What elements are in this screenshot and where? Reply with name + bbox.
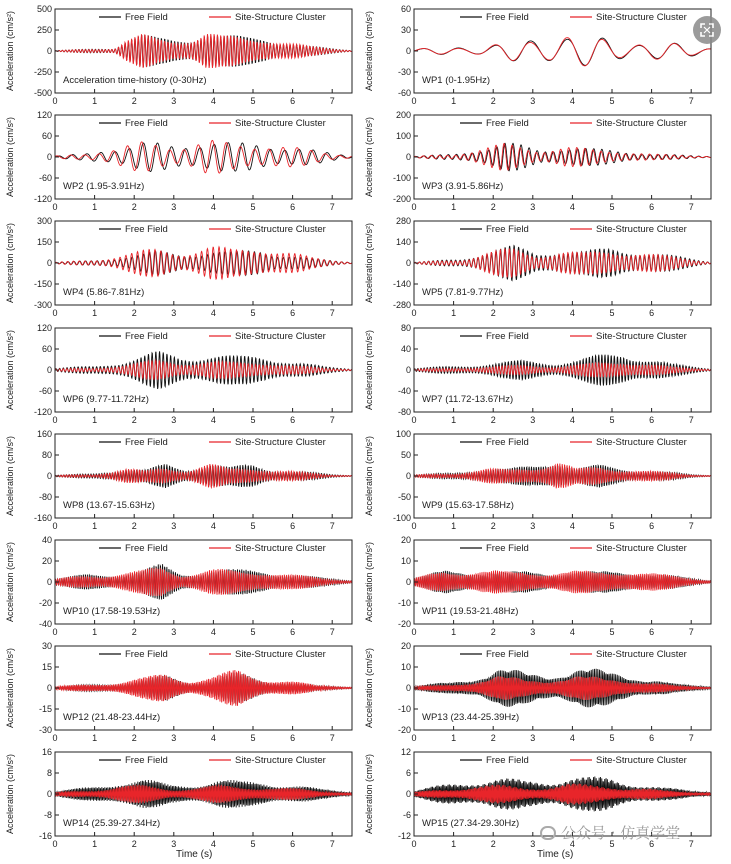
- y-tick-label: -50: [397, 491, 411, 502]
- expand-icon: [699, 22, 715, 38]
- x-tick-label: 3: [171, 839, 177, 850]
- y-tick-label: 0: [405, 258, 411, 269]
- x-tick-label: 5: [609, 308, 615, 319]
- x-tick-label: 2: [490, 202, 496, 213]
- x-tick-label: 2: [490, 520, 496, 531]
- y-tick-label: -150: [33, 279, 52, 290]
- x-tick-label: 5: [250, 839, 256, 850]
- x-tick-label: 3: [530, 627, 536, 637]
- y-tick-label: -30: [38, 725, 52, 736]
- x-tick-label: 7: [688, 839, 694, 850]
- y-tick-label: 10: [400, 556, 411, 566]
- expand-button[interactable]: [693, 16, 721, 44]
- x-tick-label: 5: [250, 308, 256, 319]
- chart-panel-15: [0, 748, 357, 850]
- y-tick-label: 0: [46, 258, 52, 269]
- x-tick-label: 1: [451, 520, 457, 531]
- legend-label-cluster: Site-Structure Cluster: [596, 330, 687, 342]
- x-tick-label: 0: [411, 414, 417, 425]
- panel-title: WP8 (13.67-15.63Hz): [63, 499, 155, 511]
- panel-title: WP5 (7.81-9.77Hz): [422, 287, 504, 299]
- y-tick-label: -40: [397, 385, 411, 396]
- x-tick-label: 0: [52, 627, 58, 637]
- y-axis-label: Acceleration (cm/s²): [5, 648, 15, 729]
- x-tick-label: 3: [171, 202, 177, 213]
- x-tick-label: 1: [92, 733, 98, 744]
- x-tick-label: 7: [329, 520, 335, 531]
- chart-panel-11: [0, 536, 357, 638]
- y-tick-label: -100: [392, 512, 411, 523]
- x-tick-label: 2: [490, 627, 496, 637]
- x-tick-label: 6: [290, 627, 296, 637]
- x-tick-label: 0: [411, 627, 417, 637]
- panel-title: WP1 (0-1.95Hz): [422, 75, 491, 86]
- legend-label-cluster: Site-Structure Cluster: [235, 755, 326, 767]
- x-tick-label: 5: [609, 627, 615, 637]
- x-tick-label: 5: [250, 733, 256, 744]
- y-tick-label: -120: [33, 194, 52, 205]
- x-tick-label: 6: [290, 839, 296, 850]
- legend-label-free-field: Free Field: [486, 12, 529, 23]
- x-tick-label: 6: [290, 733, 296, 744]
- y-tick-label: 0: [46, 152, 52, 163]
- x-tick-label: 3: [530, 96, 536, 106]
- x-tick-label: 1: [451, 308, 457, 319]
- x-tick-label: 4: [210, 96, 216, 106]
- y-tick-label: -100: [392, 173, 411, 184]
- legend-label-cluster: Site-Structure Cluster: [596, 543, 687, 554]
- y-tick-label: -60: [38, 173, 52, 184]
- y-tick-label: 10: [400, 662, 411, 673]
- y-tick-label: 0: [405, 152, 411, 163]
- x-tick-label: 5: [609, 520, 615, 531]
- y-tick-label: 0: [46, 364, 52, 375]
- x-tick-label: 6: [649, 733, 655, 744]
- x-tick-label: 5: [609, 839, 615, 850]
- x-tick-label: 1: [451, 202, 457, 213]
- x-tick-label: 2: [490, 414, 496, 425]
- x-tick-label: 1: [451, 627, 457, 637]
- x-tick-label: 4: [569, 520, 575, 531]
- y-axis-label: Acceleration (cm/s²): [364, 329, 374, 410]
- panel-title: WP11 (19.53-21.48Hz): [422, 606, 519, 617]
- series-site-structure-cluster: [55, 568, 352, 597]
- y-tick-label: 200: [395, 110, 411, 121]
- y-tick-label: 20: [400, 641, 411, 652]
- x-tick-label: 4: [569, 839, 575, 850]
- y-tick-label: -500: [33, 88, 52, 98]
- legend-label-cluster: Site-Structure Cluster: [235, 330, 326, 342]
- x-tick-label: 4: [569, 414, 575, 425]
- x-tick-label: 1: [451, 96, 457, 106]
- x-tick-label: 6: [290, 520, 296, 531]
- series-site-structure-cluster: [55, 360, 352, 379]
- chart-panel-9: [0, 430, 357, 532]
- y-tick-label: -200: [392, 194, 411, 205]
- x-tick-label: 1: [92, 308, 98, 319]
- y-axis-label: Acceleration (cm/s²): [5, 541, 15, 623]
- legend-label-cluster: Site-Structure Cluster: [596, 118, 687, 130]
- y-tick-label: 40: [41, 535, 52, 545]
- x-tick-label: 6: [649, 308, 655, 319]
- x-tick-label: 2: [131, 308, 137, 319]
- legend-label-free-field: Free Field: [486, 649, 529, 661]
- y-tick-label: -10: [397, 598, 411, 608]
- chart-panel-13: [0, 642, 357, 744]
- x-tick-label: 7: [688, 733, 694, 744]
- y-tick-label: 30: [400, 25, 411, 35]
- y-tick-label: 100: [395, 428, 411, 439]
- chart-panel-4: [359, 111, 716, 213]
- legend-label-free-field: Free Field: [125, 118, 168, 130]
- y-tick-label: -20: [397, 619, 411, 629]
- y-axis-label: Acceleration (cm/s²): [5, 435, 15, 516]
- y-tick-label: -60: [38, 385, 52, 396]
- x-tick-label: 1: [92, 520, 98, 531]
- y-axis-label: Acceleration (cm/s²): [364, 435, 374, 516]
- x-tick-label: 0: [411, 308, 417, 319]
- chart-panel-7: [0, 324, 357, 426]
- y-tick-label: -160: [33, 512, 52, 523]
- chart-panel-10: [359, 430, 716, 532]
- y-tick-label: 280: [395, 216, 411, 227]
- x-tick-label: 4: [569, 96, 575, 106]
- y-tick-label: 20: [41, 556, 52, 566]
- chart-panel-14: [359, 642, 716, 744]
- legend-label-free-field: Free Field: [486, 224, 529, 236]
- wechat-icon: [540, 826, 556, 840]
- legend-label-free-field: Free Field: [125, 543, 168, 554]
- y-tick-label: 0: [405, 577, 411, 587]
- x-tick-label: 7: [329, 627, 335, 637]
- y-tick-label: 50: [400, 449, 411, 460]
- y-axis-label: Acceleration (cm/s²): [5, 754, 15, 835]
- y-tick-label: 0: [46, 46, 52, 56]
- y-tick-label: -140: [392, 279, 411, 290]
- y-tick-label: 0: [46, 470, 52, 481]
- legend-label-free-field: Free Field: [486, 436, 529, 448]
- y-tick-label: -120: [33, 406, 52, 417]
- x-tick-label: 6: [290, 414, 296, 425]
- y-axis-label: Acceleration (cm/s²): [364, 10, 374, 92]
- x-tick-label: 0: [52, 96, 58, 106]
- x-tick-label: 6: [649, 627, 655, 637]
- legend-label-cluster: Site-Structure Cluster: [235, 649, 326, 661]
- y-tick-label: 0: [405, 46, 411, 56]
- y-tick-label: -12: [397, 831, 411, 842]
- x-tick-label: 5: [250, 96, 256, 106]
- legend-label-cluster: Site-Structure Cluster: [596, 755, 687, 767]
- x-tick-label: 4: [210, 733, 216, 744]
- x-tick-label: 4: [210, 627, 216, 637]
- y-tick-label: 140: [395, 237, 411, 248]
- panel-title: WP14 (25.39-27.34Hz): [63, 818, 161, 830]
- x-tick-label: 1: [451, 839, 457, 850]
- y-tick-label: -250: [33, 67, 52, 77]
- x-tick-label: 1: [92, 96, 98, 106]
- x-tick-label: 1: [451, 733, 457, 744]
- x-tick-label: 1: [451, 414, 457, 425]
- x-tick-label: 3: [171, 414, 177, 425]
- y-tick-label: -20: [38, 598, 52, 608]
- panel-title: WP3 (3.91-5.86Hz): [422, 181, 504, 193]
- y-tick-label: 15: [41, 662, 52, 673]
- x-tick-label: 4: [210, 839, 216, 850]
- x-tick-label: 3: [171, 627, 177, 637]
- y-tick-label: 0: [405, 789, 411, 800]
- x-tick-label: 7: [688, 627, 694, 637]
- y-tick-label: 30: [41, 641, 52, 652]
- x-tick-label: 2: [490, 839, 496, 850]
- x-tick-label: 0: [411, 839, 417, 850]
- y-tick-label: 0: [405, 683, 411, 694]
- y-tick-label: -60: [397, 88, 411, 98]
- y-tick-label: -20: [397, 725, 411, 736]
- legend-label-cluster: Site-Structure Cluster: [235, 436, 326, 448]
- y-axis-label: Acceleration (cm/s²): [5, 329, 15, 410]
- legend-label-cluster: Site-Structure Cluster: [596, 649, 687, 661]
- x-tick-label: 4: [210, 308, 216, 319]
- y-tick-label: -16: [38, 831, 52, 842]
- x-tick-label: 2: [131, 202, 137, 213]
- y-axis-label: Acceleration (cm/s²): [5, 223, 15, 304]
- y-tick-label: 60: [41, 131, 52, 142]
- legend-label-free-field: Free Field: [486, 118, 529, 130]
- y-tick-label: 0: [405, 470, 411, 481]
- x-tick-label: 6: [649, 839, 655, 850]
- x-tick-label: 1: [92, 414, 98, 425]
- x-axis-label-right: Time (s): [537, 849, 574, 860]
- panel-title: WP12 (21.48-23.44Hz): [63, 712, 161, 724]
- y-axis-label: Acceleration (cm/s²): [364, 117, 374, 198]
- legend-label-cluster: Site-Structure Cluster: [235, 543, 326, 554]
- legend-label-free-field: Free Field: [486, 755, 529, 767]
- x-tick-label: 0: [411, 96, 417, 106]
- chart-panel-2: [359, 5, 716, 107]
- x-tick-label: 7: [329, 96, 335, 106]
- x-tick-label: 4: [569, 627, 575, 637]
- y-tick-label: 60: [41, 343, 52, 354]
- x-tick-label: 6: [649, 96, 655, 106]
- x-tick-label: 0: [52, 308, 58, 319]
- x-tick-label: 1: [92, 839, 98, 850]
- y-tick-label: 80: [41, 449, 52, 460]
- y-axis-label: Acceleration (cm/s²): [364, 648, 374, 729]
- x-tick-label: 6: [290, 308, 296, 319]
- x-tick-label: 3: [530, 733, 536, 744]
- x-tick-label: 6: [290, 96, 296, 106]
- legend-label-cluster: Site-Structure Cluster: [596, 436, 687, 448]
- x-tick-label: 0: [52, 839, 58, 850]
- x-tick-label: 3: [171, 520, 177, 531]
- x-tick-label: 3: [171, 96, 177, 106]
- x-tick-label: 0: [52, 414, 58, 425]
- legend-label-cluster: Site-Structure Cluster: [235, 118, 326, 130]
- legend-label-cluster: Site-Structure Cluster: [596, 224, 687, 236]
- x-tick-label: 3: [530, 202, 536, 213]
- x-tick-label: 4: [569, 308, 575, 319]
- legend-label-cluster: Site-Structure Cluster: [596, 12, 687, 23]
- legend-label-free-field: Free Field: [125, 649, 168, 661]
- y-tick-label: -15: [38, 704, 52, 715]
- x-tick-label: 0: [52, 520, 58, 531]
- y-tick-label: -280: [392, 300, 411, 311]
- chart-panel-12: [359, 536, 716, 638]
- y-tick-label: -80: [397, 406, 411, 417]
- x-tick-label: 7: [329, 308, 335, 319]
- x-tick-label: 6: [649, 202, 655, 213]
- x-tick-label: 6: [649, 520, 655, 531]
- legend-label-cluster: Site-Structure Cluster: [235, 224, 326, 236]
- panel-title: WP15 (27.34-29.30Hz): [422, 818, 520, 830]
- chart-panel-8: [359, 324, 716, 426]
- x-tick-label: 4: [210, 202, 216, 213]
- y-axis-label: Acceleration (cm/s²): [5, 117, 15, 198]
- y-tick-label: 100: [395, 131, 411, 142]
- legend-label-free-field: Free Field: [125, 436, 168, 448]
- legend-label-free-field: Free Field: [125, 12, 168, 23]
- legend-label-free-field: Free Field: [125, 330, 168, 342]
- x-tick-label: 2: [131, 520, 137, 531]
- panel-title: WP6 (9.77-11.72Hz): [63, 393, 149, 405]
- x-tick-label: 5: [609, 414, 615, 425]
- x-tick-label: 5: [250, 202, 256, 213]
- panel-title: WP2 (1.95-3.91Hz): [63, 181, 145, 193]
- legend-label-free-field: Free Field: [486, 543, 529, 554]
- x-tick-label: 3: [171, 733, 177, 744]
- y-tick-label: 0: [46, 577, 52, 587]
- y-tick-label: -80: [38, 491, 52, 502]
- y-tick-label: 0: [405, 364, 411, 375]
- x-tick-label: 0: [411, 520, 417, 531]
- legend-label-free-field: Free Field: [125, 755, 168, 767]
- y-axis-label: Acceleration (cm/s²): [364, 754, 374, 835]
- y-tick-label: 0: [46, 683, 52, 694]
- x-tick-label: 7: [688, 202, 694, 213]
- y-tick-label: 120: [36, 110, 52, 121]
- panel-title: WP13 (23.44-25.39Hz): [422, 712, 520, 724]
- chart-panel-1: [0, 5, 357, 107]
- x-tick-label: 5: [250, 414, 256, 425]
- x-tick-label: 2: [131, 733, 137, 744]
- x-tick-label: 2: [490, 96, 496, 106]
- x-tick-label: 1: [92, 627, 98, 637]
- x-axis-label-left: Time (s): [176, 849, 213, 860]
- panel-title: WP7 (11.72-13.67Hz): [422, 393, 514, 405]
- legend-label-free-field: Free Field: [486, 330, 529, 342]
- chart-panel-6: [359, 217, 716, 319]
- x-tick-label: 2: [131, 96, 137, 106]
- x-tick-label: 0: [411, 733, 417, 744]
- x-tick-label: 7: [329, 202, 335, 213]
- y-tick-label: -10: [397, 704, 411, 715]
- series-site-structure-cluster: [55, 34, 352, 68]
- y-tick-label: 8: [46, 768, 52, 779]
- x-tick-label: 3: [530, 414, 536, 425]
- chart-panel-5: [0, 217, 357, 319]
- x-tick-label: 2: [131, 414, 137, 425]
- x-tick-label: 7: [329, 414, 335, 425]
- y-tick-label: 160: [36, 428, 52, 439]
- x-tick-label: 0: [52, 733, 58, 744]
- series-site-structure-cluster: [55, 670, 352, 706]
- watermark: [540, 822, 680, 843]
- y-tick-label: 500: [36, 4, 52, 14]
- legend-label-cluster: Site-Structure Cluster: [235, 12, 326, 23]
- y-tick-label: -8: [43, 810, 52, 821]
- y-tick-label: -6: [402, 810, 411, 821]
- x-tick-label: 2: [131, 839, 137, 850]
- y-tick-label: -300: [33, 300, 52, 311]
- y-tick-label: -30: [397, 67, 411, 77]
- x-tick-label: 2: [490, 733, 496, 744]
- y-tick-label: 0: [46, 789, 52, 800]
- y-tick-label: 60: [400, 4, 411, 14]
- y-tick-label: 250: [36, 25, 52, 35]
- y-tick-label: 12: [400, 747, 411, 758]
- x-tick-label: 5: [609, 96, 615, 106]
- y-tick-label: 120: [36, 322, 52, 333]
- x-tick-label: 3: [530, 839, 536, 850]
- panel-title: WP10 (17.58-19.53Hz): [63, 606, 161, 617]
- x-tick-label: 3: [171, 308, 177, 319]
- panel-title: WP9 (15.63-17.58Hz): [422, 499, 514, 511]
- watermark-text: 公众号 · 仿真学堂: [561, 824, 681, 842]
- y-tick-label: 6: [405, 768, 411, 779]
- panel-title: Acceleration time-history (0-30Hz): [63, 75, 207, 86]
- x-tick-label: 0: [52, 202, 58, 213]
- y-tick-label: 40: [400, 343, 411, 354]
- y-tick-label: -40: [38, 619, 52, 629]
- x-tick-label: 2: [131, 627, 137, 637]
- y-tick-label: 16: [41, 747, 52, 758]
- legend-label-free-field: Free Field: [125, 224, 168, 236]
- y-tick-label: 300: [36, 216, 52, 227]
- x-tick-label: 7: [688, 308, 694, 319]
- x-tick-label: 5: [609, 733, 615, 744]
- x-tick-label: 7: [329, 733, 335, 744]
- x-tick-label: 5: [609, 202, 615, 213]
- y-axis-label: Acceleration (cm/s²): [5, 10, 15, 92]
- x-tick-label: 5: [250, 627, 256, 637]
- series-site-structure-cluster: [414, 38, 711, 66]
- x-tick-label: 4: [569, 202, 575, 213]
- y-tick-label: 20: [400, 535, 411, 545]
- x-tick-label: 6: [290, 202, 296, 213]
- chart-panel-3: [0, 111, 357, 213]
- x-tick-label: 7: [688, 520, 694, 531]
- y-tick-label: 80: [400, 322, 411, 333]
- x-tick-label: 3: [530, 308, 536, 319]
- x-tick-label: 4: [210, 520, 216, 531]
- x-tick-label: 7: [329, 839, 335, 850]
- x-tick-label: 7: [688, 414, 694, 425]
- x-tick-label: 2: [490, 308, 496, 319]
- y-axis-label: Acceleration (cm/s²): [364, 223, 374, 304]
- x-tick-label: 4: [569, 733, 575, 744]
- x-tick-label: 4: [210, 414, 216, 425]
- x-tick-label: 7: [688, 96, 694, 106]
- y-tick-label: 150: [36, 237, 52, 248]
- x-tick-label: 0: [411, 202, 417, 213]
- y-axis-label: Acceleration (cm/s²): [364, 541, 374, 623]
- x-tick-label: 1: [92, 202, 98, 213]
- x-tick-label: 5: [250, 520, 256, 531]
- panel-title: WP4 (5.86-7.81Hz): [63, 287, 145, 299]
- x-tick-label: 3: [530, 520, 536, 531]
- x-tick-label: 6: [649, 414, 655, 425]
